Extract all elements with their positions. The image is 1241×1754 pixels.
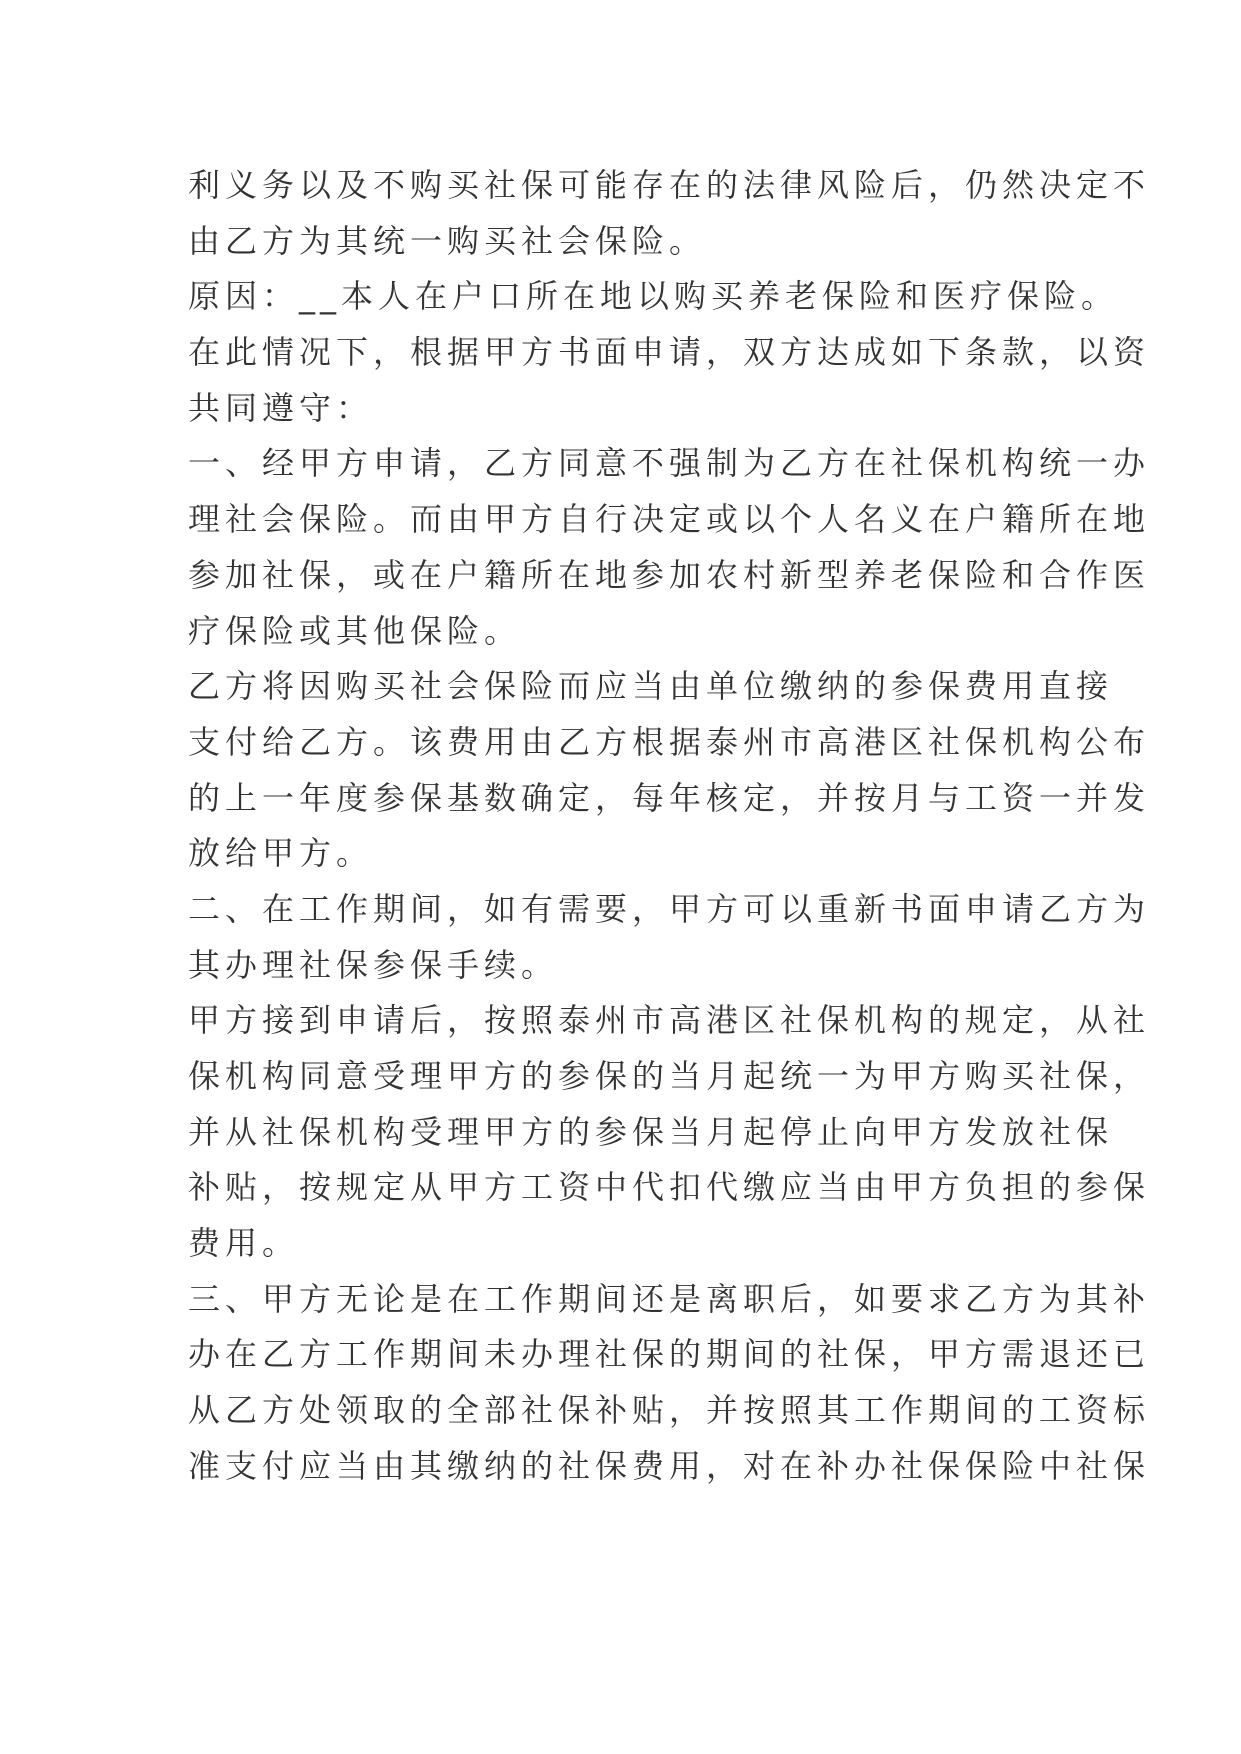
text-line: 三、甲方无论是在工作期间还是离职后，如要求乙方为其补 [188,1279,1151,1318]
text-line: 理社会保险。而由甲方自行决定或以个人名义在户籍所在地 [188,500,1151,539]
text-line: 放给甲方。 [188,834,374,873]
text-line: 其办理社保参保手续。 [188,945,559,984]
text-line: 保机构同意受理甲方的参保的当月起统一为甲方购买社保， [188,1057,1151,1095]
text-line: 准支付应当由其缴纳的社保费用，对在补办社保保险中社保 [188,1446,1151,1485]
text-line: 并从社保机构受理甲方的参保当月起停止向甲方发放社保 [188,1112,1114,1151]
text-line: 利义务以及不购买社保可能存在的法律风险后，仍然决定不 [188,166,1151,204]
document-body [188,158,1151,1495]
text-line: 费用。 [188,1224,300,1263]
text-line: 在此情况下，根据甲方书面申请，双方达成如下条款，以资 [188,333,1151,372]
text-line: 支付给乙方。该费用由乙方根据泰州市高港区社保机构公布 [188,722,1151,761]
text-line: 的上一年度参保基数确定，每年核定，并按月与工资一并发 [188,778,1151,817]
text-line: 从乙方处领取的全部社保补贴，并按照其工作期间的工资标 [188,1391,1151,1430]
text-line: 甲方接到申请后，按照泰州市高港区社保机构的规定，从社 [188,1001,1151,1040]
text-line: 补贴，按规定从甲方工资中代扣代缴应当由甲方负担的参保 [188,1168,1151,1207]
text-line: 共同遵守： [188,388,374,427]
text-line: 办在乙方工作期间未办理社保的期间的社保，甲方需退还已 [188,1335,1151,1374]
text-line: 由乙方为其统一购买社会保险。 [188,221,707,260]
text-line: 原因：__本人在户口所在地以购买养老保险和医疗保险。 [188,277,1119,316]
text-line: 二、在工作期间，如有需要，甲方可以重新书面申请乙方为 [188,889,1151,928]
text-line: 乙方将因购买社会保险而应当由单位缴纳的参保费用直接 [188,667,1114,706]
text-line: 疗保险或其他保险。 [188,611,522,650]
text-line: 一、经甲方申请，乙方同意不强制为乙方在社保机构统一办 [188,444,1151,483]
text-line: 参加社保，或在户籍所在地参加农村新型养老保险和合作医 [188,555,1151,594]
